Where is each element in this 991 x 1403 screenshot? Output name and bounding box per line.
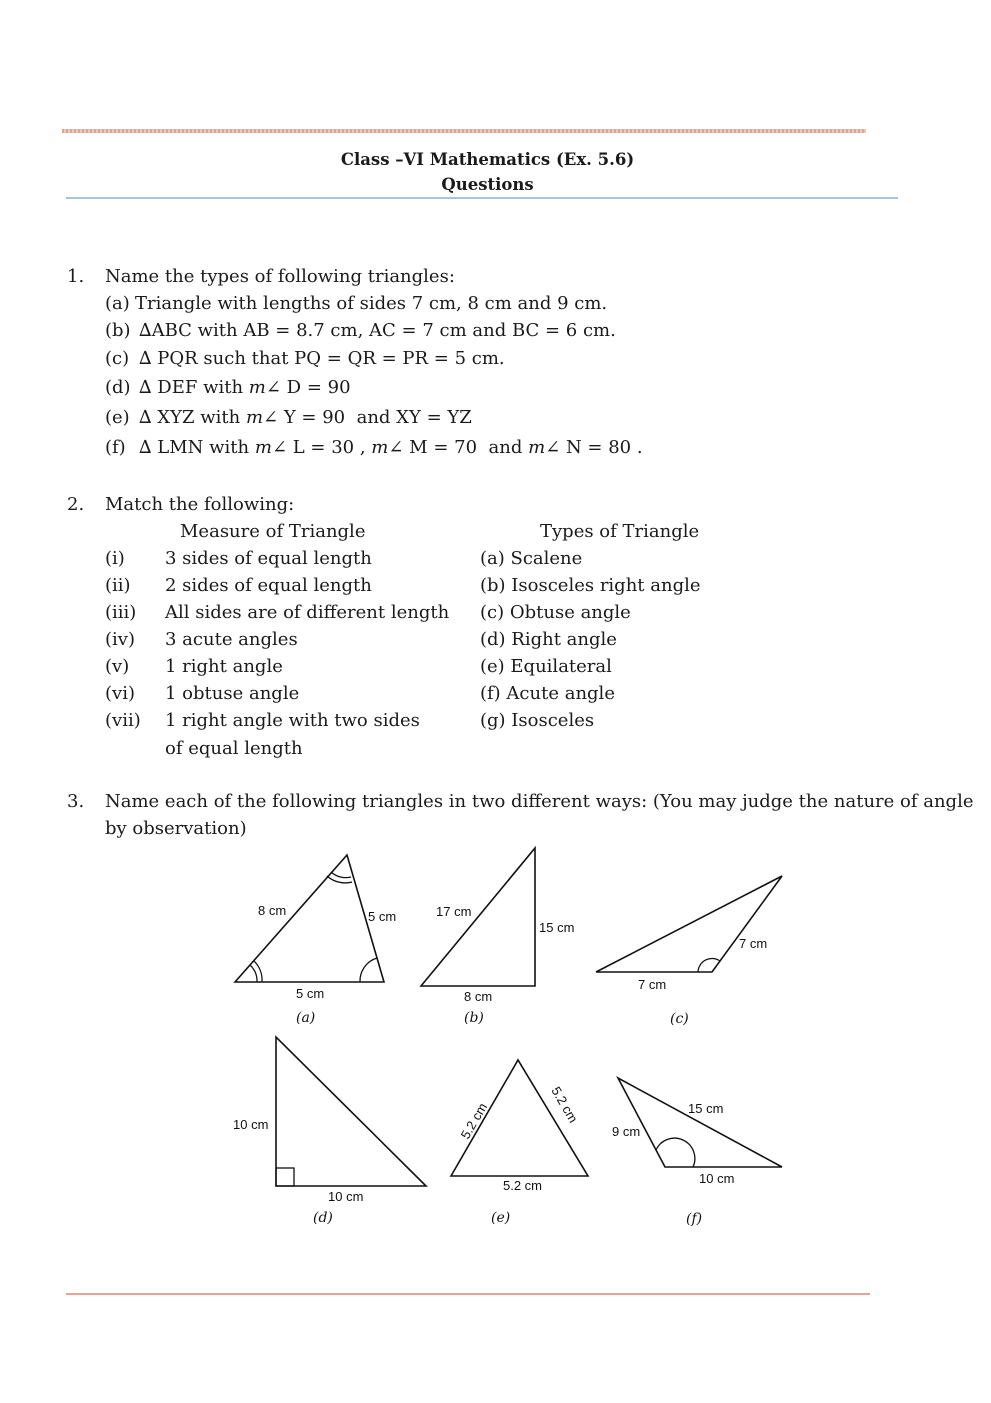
triangle-f-shape [618, 1078, 782, 1167]
part-label: (f) [105, 437, 126, 458]
triangle-a-shape [235, 855, 384, 982]
row-measure: 3 sides of equal length [165, 548, 372, 569]
column-header-type: Types of Triangle [540, 521, 700, 542]
figure-caption: (a) [296, 1010, 316, 1026]
row-roman: (iv) [105, 629, 135, 650]
part-label: (b) [105, 320, 131, 341]
triangle-figure-a [235, 855, 396, 1026]
side-label: 10 cm [328, 1189, 364, 1204]
side-label: 5.2 cm [503, 1178, 543, 1193]
row-measure: 2 sides of equal length [165, 575, 372, 596]
figure-caption: (c) [670, 1011, 689, 1027]
question-prompt: Name the types of following triangles: [105, 266, 455, 287]
part-label: (a) [105, 293, 130, 314]
side-label: 7 cm [638, 977, 667, 992]
part-label: (e) [105, 407, 130, 428]
question-number: 3. [67, 791, 85, 812]
row-type: (d) Right angle [480, 629, 617, 650]
part-text: ∆ABC with AB = 8.7 cm, AC = 7 cm and BC = 6 cm. [139, 320, 616, 341]
triangle-a-angle-mark [331, 872, 351, 878]
part-text: Triangle with lengths of sides 7 cm, 8 cm and 9 cm. [135, 293, 608, 314]
row-roman: (iii) [105, 602, 137, 623]
part-text: ∆ DEF with m∠ D = 90 [139, 377, 351, 398]
triangle-c-shape [596, 876, 782, 972]
side-label: 7 cm [739, 936, 768, 951]
figure-caption: (d) [313, 1210, 333, 1226]
question-number: 2. [67, 494, 85, 515]
question-number: 1. [67, 266, 85, 287]
row-measure: 3 acute angles [165, 629, 298, 650]
figure-caption: (f) [686, 1211, 703, 1227]
side-label: 5 cm [368, 909, 397, 924]
question-prompt-continued: by observation) [105, 818, 247, 839]
row-roman: (vii) [105, 710, 141, 731]
side-label: 9 cm [612, 1124, 641, 1139]
row-measure: 1 right angle [165, 656, 283, 677]
triangle-figure-c [596, 876, 782, 1027]
figure-caption: (b) [464, 1010, 484, 1026]
row-roman: (vi) [105, 683, 135, 704]
part-label: (c) [105, 348, 130, 369]
side-label: 5.2 cm [548, 1084, 581, 1126]
triangle-a-angle-mark [250, 965, 257, 982]
part-text: ∆ XYZ with m∠ Y = 90 and XY = YZ [139, 407, 472, 428]
footer-rule [66, 1293, 870, 1295]
column-header-measure: Measure of Triangle [180, 521, 366, 542]
right-angle-mark [276, 1168, 294, 1186]
triangle-d-shape [276, 1037, 426, 1186]
side-label: 5 cm [296, 986, 325, 1001]
side-label: 15 cm [688, 1101, 724, 1116]
row-type: (g) Isosceles [480, 710, 595, 731]
row-type: (e) Equilateral [480, 656, 612, 677]
part-label: (d) [105, 377, 131, 398]
row-type: (b) Isosceles right angle [480, 575, 701, 596]
row-type: (a) Scalene [480, 548, 583, 569]
row-roman: (i) [105, 548, 125, 569]
row-measure: All sides are of different length [165, 602, 450, 623]
page-subtitle: Questions [441, 175, 534, 194]
triangle-figure-d [233, 1037, 426, 1226]
side-label: 10 cm [699, 1171, 735, 1186]
row-roman: (v) [105, 656, 130, 677]
row-measure: 1 obtuse angle [165, 683, 300, 704]
side-label: 10 cm [233, 1117, 269, 1132]
page-title: Class –VI Mathematics (Ex. 5.6) [340, 150, 635, 169]
side-label: 17 cm [436, 904, 472, 919]
row-type: (f) Acute angle [480, 683, 615, 704]
row-measure-continued: of equal length [165, 738, 303, 759]
question-prompt: Name each of the following triangles in two different ways: (You may judge the nature of angle [105, 791, 974, 812]
part-text: ∆ PQR such that PQ = QR = PR = 5 cm. [139, 348, 505, 369]
figure-caption: (e) [491, 1210, 511, 1226]
row-type: (c) Obtuse angle [480, 602, 631, 623]
side-label: 5.2 cm [457, 1100, 491, 1142]
part-text: ∆ LMN with m∠ L = 30 , m∠ M = 70 and m∠ N = 80 . [139, 437, 643, 458]
triangle-figure-f [612, 1078, 782, 1227]
side-label: 8 cm [258, 903, 287, 918]
row-measure: 1 right angle with two sides [165, 710, 420, 731]
row-roman: (ii) [105, 575, 131, 596]
triangle-figure-e [451, 1060, 588, 1226]
side-label: 8 cm [464, 989, 493, 1004]
triangle-figure-b [421, 848, 574, 1026]
triangle-a-angle-mark [360, 958, 377, 982]
question-prompt: Match the following: [105, 494, 295, 515]
side-label: 15 cm [539, 920, 575, 935]
